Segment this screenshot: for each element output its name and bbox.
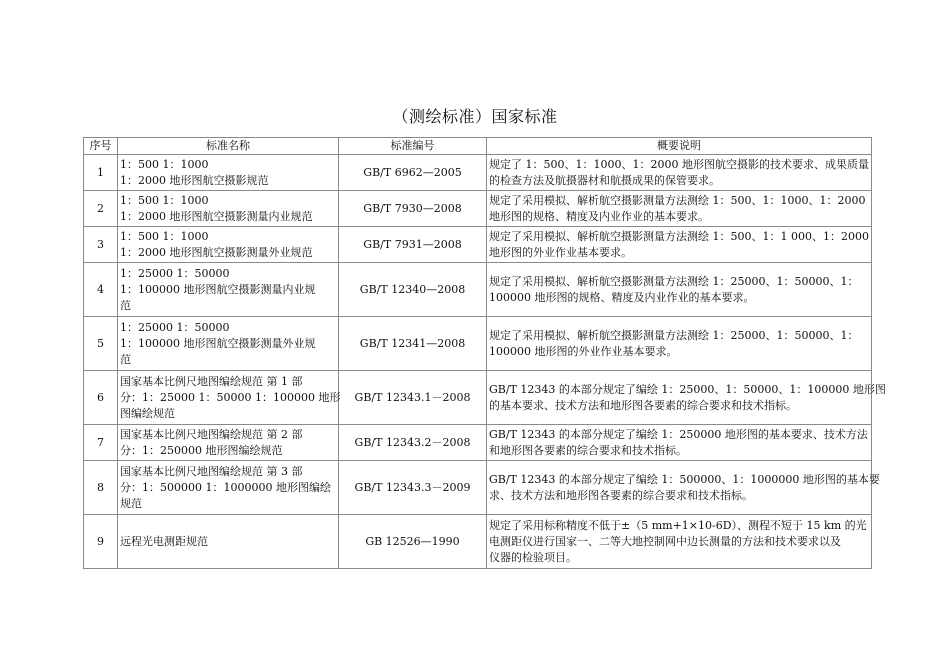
desc-line: 规定了采用模拟、解析航空摄影测量方法测绘 1：25000、1：50000、1： bbox=[489, 274, 859, 288]
name-line: 规范 bbox=[120, 496, 142, 510]
standard-name bbox=[118, 425, 339, 461]
standard-name bbox=[118, 155, 339, 191]
name-line: 1：25000 1：50000 bbox=[120, 320, 230, 334]
standard-description bbox=[487, 371, 886, 425]
table-header-row bbox=[84, 138, 872, 155]
standard-name bbox=[118, 461, 339, 515]
desc-line: GB/T 12343 的本部分规定了编绘 1：500000、1：1000000 地形图的基本要 bbox=[489, 472, 880, 486]
standard-description bbox=[487, 155, 872, 191]
standard-description bbox=[487, 191, 872, 227]
name-line: 图编绘规范 bbox=[120, 406, 175, 420]
header-name: 标准名称 bbox=[118, 138, 339, 155]
header-desc: 概要说明 bbox=[487, 138, 872, 155]
desc-line: 地形图的外业作业基本要求。 bbox=[489, 245, 632, 259]
name-line: 国家基本比例尺地图编绘规范 第 1 部 bbox=[120, 374, 303, 388]
name-line: 1：500 1：1000 bbox=[120, 193, 209, 207]
row-number: 1 bbox=[84, 155, 118, 191]
header-no: 序号 bbox=[84, 138, 118, 155]
standard-code: GB/T 12341—2008 bbox=[339, 317, 487, 371]
name-line: 国家基本比例尺地图编绘规范 第 3 部 bbox=[120, 464, 303, 478]
desc-line: 的基本要求、技术方法和地形图各要素的综合要求和技术指标。 bbox=[489, 398, 797, 412]
desc-line: 100000 地形图的规格、精度及内业作业的基本要求。 bbox=[489, 290, 755, 304]
row-number: 5 bbox=[84, 317, 118, 371]
table-row bbox=[84, 515, 872, 569]
name-line: 1：2000 地形图航空摄影测量内业规范 bbox=[120, 209, 313, 223]
desc-line: GB/T 12343 的本部分规定了编绘 1：25000、1：50000、1：100000 地形图 bbox=[489, 382, 886, 396]
standard-code: GB/T 12340—2008 bbox=[339, 263, 487, 317]
name-line: 1：25000 1：50000 bbox=[120, 266, 230, 280]
table-row bbox=[84, 155, 872, 191]
name-line: 分：1：25000 1：50000 1：100000 地形 bbox=[120, 390, 341, 404]
desc-line: 的检查方法及航摄器材和航摄成果的保管要求。 bbox=[489, 173, 720, 187]
name-line: 远程光电测距规范 bbox=[120, 534, 208, 548]
name-line: 1：500 1：1000 bbox=[120, 229, 209, 243]
name-line: 分：1：250000 地形图编绘规范 bbox=[120, 443, 283, 457]
standard-code: GB/T 6962—2005 bbox=[339, 155, 487, 191]
standard-code: GB/T 7931—2008 bbox=[339, 227, 487, 263]
standard-description bbox=[487, 263, 872, 317]
standard-name bbox=[118, 515, 339, 569]
standards-table bbox=[83, 137, 886, 569]
row-number: 3 bbox=[84, 227, 118, 263]
table-row bbox=[84, 263, 872, 317]
desc-line: GB/T 12343 的本部分规定了编绘 1：250000 地形图的基本要求、技术方法 bbox=[489, 427, 868, 441]
standard-code: GB 12526—1990 bbox=[339, 515, 487, 569]
name-line: 国家基本比例尺地图编绘规范 第 2 部 bbox=[120, 427, 303, 441]
standard-name bbox=[118, 371, 339, 425]
desc-line: 仪器的检验项目。 bbox=[489, 550, 577, 564]
desc-line: 规定了采用模拟、解析航空摄影测量方法测绘 1：500、1：1000、1：2000 bbox=[489, 193, 866, 207]
name-line: 1：100000 地形图航空摄影测量内业规 bbox=[120, 282, 316, 296]
name-line: 1：2000 地形图航空摄影测量外业规范 bbox=[120, 245, 313, 259]
desc-line: 规定了采用模拟、解析航空摄影测量方法测绘 1：25000、1：50000、1： bbox=[489, 328, 859, 342]
name-line: 1：100000 地形图航空摄影测量外业规 bbox=[120, 336, 316, 350]
name-line: 分：1：500000 1：1000000 地形图编绘 bbox=[120, 480, 331, 494]
standard-description bbox=[487, 227, 872, 263]
standard-name bbox=[118, 191, 339, 227]
desc-line: 规定了 1：500、1：1000、1：2000 地形图航空摄影的技术要求、成果质量 bbox=[489, 157, 869, 171]
page-title: （测绘标准）国家标准 bbox=[392, 107, 558, 126]
desc-line: 电测距仪进行国家一、二等大地控制网中边长测量的方法和技术要求以及 bbox=[489, 534, 841, 548]
standard-name bbox=[118, 227, 339, 263]
standard-code: GB/T 12343.3－2009 bbox=[339, 461, 487, 515]
standard-description bbox=[487, 317, 872, 371]
name-line: 1：2000 地形图航空摄影规范 bbox=[120, 173, 269, 187]
standard-description bbox=[487, 425, 872, 461]
standard-description bbox=[487, 461, 880, 515]
standard-description bbox=[487, 515, 872, 569]
row-number: 7 bbox=[84, 425, 118, 461]
header-code: 标准编号 bbox=[339, 138, 487, 155]
standard-code: GB/T 12343.2－2008 bbox=[339, 425, 487, 461]
name-line: 范 bbox=[120, 298, 131, 312]
row-number: 4 bbox=[84, 263, 118, 317]
row-number: 9 bbox=[84, 515, 118, 569]
row-number: 8 bbox=[84, 461, 118, 515]
name-line: 1：500 1：1000 bbox=[120, 157, 209, 171]
table-row bbox=[84, 191, 872, 227]
table-row bbox=[84, 425, 872, 461]
desc-line: 和地形图各要素的综合要求和技术指标。 bbox=[489, 443, 687, 457]
standard-code: GB/T 7930—2008 bbox=[339, 191, 487, 227]
row-number: 2 bbox=[84, 191, 118, 227]
standard-code: GB/T 12343.1－2008 bbox=[339, 371, 487, 425]
desc-line: 求、技术方法和地形图各要素的综合要求和技术指标。 bbox=[489, 488, 753, 502]
standard-name bbox=[118, 317, 339, 371]
name-line: 范 bbox=[120, 352, 131, 366]
table-row bbox=[84, 461, 872, 515]
desc-line: 地形图的规格、精度及内业作业的基本要求。 bbox=[489, 209, 709, 223]
desc-line: 100000 地形图的外业作业基本要求。 bbox=[489, 344, 678, 358]
desc-line: 规定了采用标称精度不低于±（5 mm+1×10-6D）、测程不短于 15 km 的光 bbox=[489, 518, 867, 532]
standard-name bbox=[118, 263, 339, 317]
table-row bbox=[84, 371, 872, 425]
table-row bbox=[84, 317, 872, 371]
desc-line: 规定了采用模拟、解析航空摄影测量方法测绘 1：500、1：1 000、1：2000 bbox=[489, 229, 869, 243]
table-row bbox=[84, 227, 872, 263]
row-number: 6 bbox=[84, 371, 118, 425]
